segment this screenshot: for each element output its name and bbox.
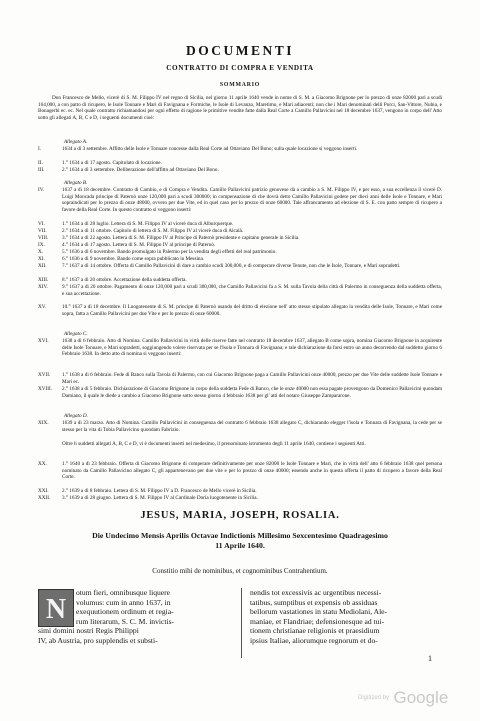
google-watermark [358, 688, 448, 708]
entry-row [38, 461, 442, 481]
entry-text: 1.° 1634 a dì 28 luglio. Lettera di S. M. Filippo IV al vicerè duca di Alburquerque. [62, 221, 234, 227]
entry-row [38, 235, 442, 242]
intro-paragraph: Don Francesco de Mello, vicerè di S. M. Filippo IV nel regno di Sicilia, nel giorno 11 aprile 1640 vende in nome di S. M. a Giacomo Brignone per lo prezzo di onze 82000 pari a scudi 164,000, a con patto di ricupero, le Isole Tonnare e Mari di Favignana e Formiche, le Isole di Levanzo, Maretimo, e Mari adiacenti; non che i Mari denominati delli Porci, San-Vittore, Nubia, e Bonagerbi ec. ec. Nel quale contratto richiamandosi per ogni effetto di ragione le primitive vendite fatte dalla Real Corte a Camillo Pallavicini nel 18 decembre 1637, vengono in corpo dell' Atto sotto gli allegati A, B, C e D, i seguenti documenti cioè: [38, 95, 442, 122]
column-divider [241, 588, 242, 658]
entry-text: Oltre li suddetti allegati A, B, C e D, vi è documenti inserti nel medesimo, il prenominato istrumento degli 11 aprile 1640, contiene i seguenti Atti. [62, 441, 366, 447]
entry-number: IX. [38, 242, 45, 248]
entry-row [38, 256, 442, 263]
entry-text: 8.° 1637 a dì 20 ottobre. Accettazione della suddetta offerta. [62, 277, 187, 283]
entry-number: XXI. [38, 488, 49, 494]
entry-text: 3.° 1639 a dì 28 giugno. Lettera di S. M. Filippo IV al Cardinale Doria luogotenente in Sicilia. [62, 495, 258, 501]
text-line: nendis tot excessivis ac urgentibus necessi- [250, 588, 382, 597]
text-line: bellorum vastationes in statu Mediolani, Ale- [250, 607, 388, 617]
date-line-latin: Die Undecimo Mensis Aprilis Octavae Indictionis Millesimo Sexcentesimo Quadragesimo [92, 531, 388, 540]
entry-row [38, 187, 442, 214]
entry-row [38, 304, 442, 317]
entry-text: 3.° 1634 a dì 22 agosto. Lettera di S. M. Filippo IV al Principe di Paternò presidente e capitano generale in Sicilia. [62, 235, 300, 241]
allegato-d-heading: Allegato D. [64, 413, 88, 419]
entry-row [38, 242, 442, 249]
entry-number: XVI. [38, 338, 49, 344]
entry-text: 1.° 1640 a dì 23 febbraio. Offerta di Giacomo Brignone di comperare definitivamente per onze 82000 le Isole Tonnare e Mari, che in virtù dell' atto 6 febbraio 1638 quel persona nominato da Camillo Pallavicino allegato C, gli appartenevano per due vite e per lo prezzo di onze 40000; essendo anche in questa offerta il patto di ricupero a favore della Real Corte. [62, 461, 442, 481]
entry-number: XX. [38, 461, 47, 467]
google-logo: Google [393, 688, 449, 707]
entry-row [38, 160, 442, 167]
text-line: exequutionem ordinum et regia- [76, 607, 174, 617]
entry-row [38, 488, 442, 495]
text-line: rum literarum, S. C. M. invictis- [76, 616, 175, 626]
entry-row [38, 146, 442, 153]
initial-letter: N [45, 594, 67, 625]
entry-text: 1634 a dì 3 settembre. Affitto delle Isole e Tonnare concesse dalla Real Corte ad Ottaviano Del Bono; sulla quale locazione si veggono inserti. [62, 146, 358, 152]
entry-row [38, 249, 442, 256]
entry-text: 1639 a dì 23 marzo. Atto di Nomina. Camillo Pallavicini in conseguenza del contratto 6 febbraio 1638 allegato C, dichiarando elegger l'isola e Tonnara di Favignana, la cede per se stesso per la vita di Tobia Pallavicino quondam Fabrizio. [62, 420, 442, 433]
entry-text: 5.° 1636 a dì 6 novembre. Bando promulgato in Palermo per la vendita degli effetti del real patrimonio. [62, 249, 277, 255]
entry-text: 1.° 1634 a dì 17 agosto. Capitolato di locazione. [62, 160, 162, 166]
entry-text: 2.° 1634 a dì 11 ottobre. Capitolo di lettera di S. M. Filippo IV al vicerè duca di Alcalà. [62, 228, 244, 234]
text-line: maniae, et Flandriae; defensionesque ad tui- [250, 616, 385, 626]
entry-text: 10.° 1637 a dì 18 decembre. Il Luogotenente di S. M. principe di Paternò usando del dritto di elezione nell' atto stesso stipulato allegato la vendita delle Isole, Tonnare, e Mari come sopra, fatta a Camillo Pallavicini per due Vite e per lo prezzo di onze 60000. [62, 304, 442, 317]
entry-number: XIV. [38, 284, 48, 290]
entry-row [38, 228, 442, 235]
page-title: DOCUMENTI [185, 43, 294, 58]
entry-number: XV. [38, 304, 47, 310]
entry-text: 6.° 1636 a dì 9 novembre. Bando come sopra pubblicato in Messina. [62, 256, 205, 262]
entry-row [38, 420, 442, 433]
entry-row [38, 441, 442, 448]
entry-text: 1.° 1638 a dì 6 febbraio. Fede di Banco sulla Tavola di Palermo, con cui Giacomo Brignone paga a Camillo Pallavicini onze 40000, prezzo per due Vite delle suddette Isole Tonnare e Mari ec. [62, 372, 442, 385]
entry-row [38, 277, 442, 284]
entry-number: X. [38, 249, 44, 255]
entry-number: I. [38, 146, 42, 152]
page-number: 1 [428, 654, 432, 663]
entry-number: III. [38, 167, 45, 173]
entry-row [38, 386, 442, 399]
text-line: tatibus, sumptibus et expensis ob assiduas [250, 597, 378, 607]
entry-number: VIII. [38, 235, 49, 241]
entry-number: XIX. [38, 420, 49, 426]
entry-text: 7.° 1637 a dì 14 ottobre. Offerta di Camillo Pallavicini di dare a cambio scudi 300,000, e di comperare diverse Tenute, non che le Isole, Tonnare, e Mari sopradetti. [62, 263, 401, 269]
entry-row [38, 338, 442, 358]
entry-row [38, 221, 442, 228]
text-line: volumus: cum in anno 1637, in [76, 597, 171, 607]
entry-number: VII. [38, 228, 47, 234]
allegato-b-heading: Allegato B. [64, 180, 88, 186]
constitit-line: Constitio mihi de nominibus, et cognominibus Contrahentium. [152, 567, 328, 575]
entry-number: IV. [38, 187, 45, 193]
text-line: simi domini nostri Regis Philippi [38, 626, 139, 636]
right-column [250, 588, 446, 646]
entry-text: 1637 a dì 18 decembre. Contratto di Cambio, e di Compra e Vendita. Camillo Pallavicini patrizio genovese dà a cambio a S. M. Filippo IV, e per esso, a sua eccellenza il vicerè D. Luigi Moncada principe di Paternò onze 120,000 pari a scudi 300000; in compensazione di che dovrà detto Camillo Pallavicini godere per dieci anni delle Isole e Tonnare, e Mari sopraindicati per lo prezzo di onze 48000, ovvero per due Vite, ed in quel caso per lo prezzo di onze 60000. Tale affrancamento ad elezione di S. E. con patto sempre di ricupero a favore della Real Corte. In questo contratto si veggono inserti: [62, 187, 442, 214]
text-line: otum fieri, omnibusque liquere [76, 588, 171, 597]
invocation-heading: JESUS, MARIA, JOSEPH, ROSALIA. [140, 510, 340, 521]
entry-text: 2.° 1634 a dì 3 settembre. Deliberazione dell'affitto ad Ottaviano Del Bono. [62, 167, 219, 173]
left-column [38, 588, 233, 646]
watermark-prefix: Digitized by [358, 695, 390, 701]
entry-text: 2.° 1639 a dì 8 febbraio. Lettera di S. M. Filippo IV a D. Francesco de Mello vicerè in Sicilia. [62, 488, 257, 494]
entry-number: XVIII. [38, 386, 52, 392]
entry-row [38, 372, 442, 385]
date-line-italian: 11 Aprile 1640. [215, 541, 265, 550]
entry-row [38, 284, 442, 297]
text-line: ipsius Italiae, aliorumque regnorum et do- [250, 635, 378, 645]
allegato-c-heading: Allegato C. [64, 331, 88, 337]
entry-row [38, 167, 442, 174]
entry-row [38, 495, 442, 502]
entry-text: 4.° 1634 a dì 17 agosto. Lettera di S. M. Filippo IV al principe di Paternò. [62, 242, 216, 248]
entry-number: VI. [38, 221, 45, 227]
entry-text: 9.° 1637 a dì 20 ottobre. Pagamento di onze 120,000 pari a scudi 300,000, che Camillo Pallavicini fa a S. M. sulla Tavola della città di Palermo in conseguenza della suddetta offerta, e sua accettazione. [62, 284, 442, 297]
entry-text: 1638 a dì 6 febbraio. Atto di Nomina. Camillo Pallavicini in virtù delle riserve fatte nel contratto 18 decembre 1637, allegato B come sopra, nomina Giacomo Brignone in acquirente delle Isole Tonnare, e Mari sopradetti, soggiungendo volere riservata per se l'Isola e Tonnara di Favignana; e tale dichiarazione da farsi entro un anno decorrendo dal suddetto giorno 6 Febbraio 1638. In detto atto di nomina si veggono inserti: [62, 338, 442, 358]
entry-number: XI. [38, 256, 45, 262]
text-line: tionem christianae religionis et praesidium [250, 626, 380, 636]
allegato-a-heading: Allegato A. [64, 139, 88, 145]
entry-number: XXII. [38, 495, 51, 501]
entry-text: 2.° 1638 a dì 5 febbraio. Dichiarazione di Giacomo Brignone in corpo della suddetta Fede di Banco, che le onze 40000 non essa pagate provengono da Domenico Pallavicini quondam Damiano, il quale le diede a cambio a Giacomo Brignone sotto stesso giorno 4 febbraio 1638 per gl' atti del notaro Giuseppe Zampararone. [62, 386, 442, 399]
entry-number: XIII. [38, 277, 49, 283]
text-line: IV, ab Austria, pro supplendis et substi- [38, 635, 158, 645]
entry-number: XVII. [38, 372, 51, 378]
entry-row [38, 263, 442, 270]
document-subtitle: CONTRATTO DI COMPRA E VENDITA [166, 64, 314, 72]
entry-number: XII. [38, 263, 47, 269]
summary-heading: SOMMARIO [219, 82, 261, 88]
entry-number: II. [38, 160, 43, 166]
